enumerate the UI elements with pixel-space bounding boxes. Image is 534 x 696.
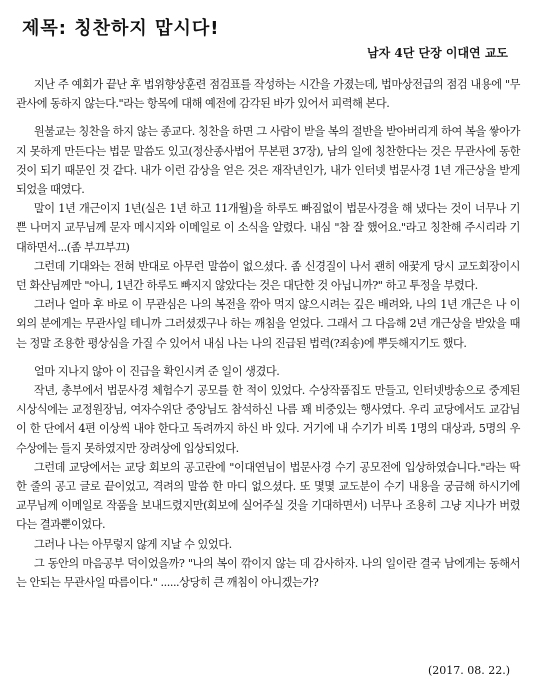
paragraph: 작년, 총부에서 법문사경 체험수기 공모를 한 적이 있었다. 수상작품집도 만들고, 인터넷방송으로 중계된 시상식에는 교정원장님, 여자수위단 중앙님도 참석하신 나름 꽤 비중있는 행사였다. 우리 교당에서도 교감님이 한 단에서 4편 이상씩 내야 한다고 독려까지 하신 바 있다. 거기에 내 수기가 비록 1명의 대상과, 5명의 우수상에는 들지 못하였지만 장려상에 입상되었다. <box>16 384 520 455</box>
paragraph: 그 동안의 마음공부 덕이었을까? "나의 복이 깎이지 않는 데 감사하자. 나의 일이란 결국 남에게는 동해서는 안되는 무관사일 따름이다." ......상당히 큰 깨침이 아니겠는가? <box>16 556 520 590</box>
document-title: 제목: 칭찬하지 맙시다! <box>22 18 220 39</box>
paragraph: 원불교는 칭찬을 하지 않는 종교다. 칭찬을 하면 그 사람이 받을 복의 절반을 받아버리게 하여 복을 쌓아가지 못하게 만든다는 법문 말씀도 있고(정산종사법어 무본편 37장), 남의 일에 칭찬한다는 것은 무관사에 동한 것이 되기 때문인 것 같다. 내가 이런 감상을 얻은 것은 재작년인가, 내가 인터넷 법문사경 1년 개근상을 받게 되었을 때였다. <box>16 125 520 197</box>
document-date: (2017. 08. 22.) <box>427 664 510 677</box>
paragraph: 그러나 얼마 후 바로 이 무관심은 나의 복전을 깎아 먹지 않으시려는 깊은 배려와, 나의 1년 개근은 나 이외의 분에게는 무관사일 테니까 그러셨겠구나 하는 깨침을 얻었다. 그래서 그 다음해 2년 개근상을 받았을 때는 정말 조용한 평상심을 가질 수 있어서 내심 나는 나의 진급된 법력(?죄송)에 뿌듯해지기도 했다. <box>16 298 520 350</box>
paragraph: 그런데 기대와는 전혀 반대로 아무런 말씀이 없으셨다. 좀 신경질이 나서 괜히 애꿎게 당시 교도회장이시던 화산님께만 "아니, 1년간 하루도 빠지지 않았다는 것은 대단한 것 아닙니까?" 하고 투정을 부렸다. <box>16 259 520 293</box>
author-byline: 남자 4단 단장 이대연 교도 <box>367 46 508 60</box>
document-body <box>16 75 520 592</box>
paragraph: 그러나 나는 아무렇지 않게 지날 수 있었다. <box>33 537 232 551</box>
paragraph: 그런데 교당에서는 교당 회보의 공고란에 "이대연님이 법문사경 수기 공모전에 입상하였습니다."라는 딱 한 줄의 공고 글로 끝이었고, 격려의 말씀 한 마디 없으셨다. 또 몇몇 교도분이 수기 내용을 궁금해 하시기에 교무님께 이메일로 작품을 보내드렸지만(회보에 실어주실 것을 기대하면서) 너무나 조용히 그냥 지나가 버렸다는 결과뿐이었다. <box>16 460 520 532</box>
paragraph: 얼마 지나지 않아 이 진급을 확인시켜 준 일이 생겼다. <box>33 364 280 378</box>
paragraph: 말이 1년 개근이지 1년(실은 1년 하고 11개월)을 하루도 빠짐없이 법문사경을 해 냈다는 것이 너무나 기쁜 나머지 교무님께 문자 메시지와 이메일로 이 소식을 알렸다. 내심 "참 잘 했어요."라고 칭찬해 주시리라 기대하면서...(좀 부끄부끄) <box>16 202 520 254</box>
paragraph: 지난 주 예회가 끝난 후 법위향상훈련 점검표를 작성하는 시간을 가졌는데, 법마상전급의 점검 내용에 "무관사에 동하지 않는다."라는 항목에 대해 예전에 감각된 바가 있어서 피력해 본다. <box>16 78 520 111</box>
